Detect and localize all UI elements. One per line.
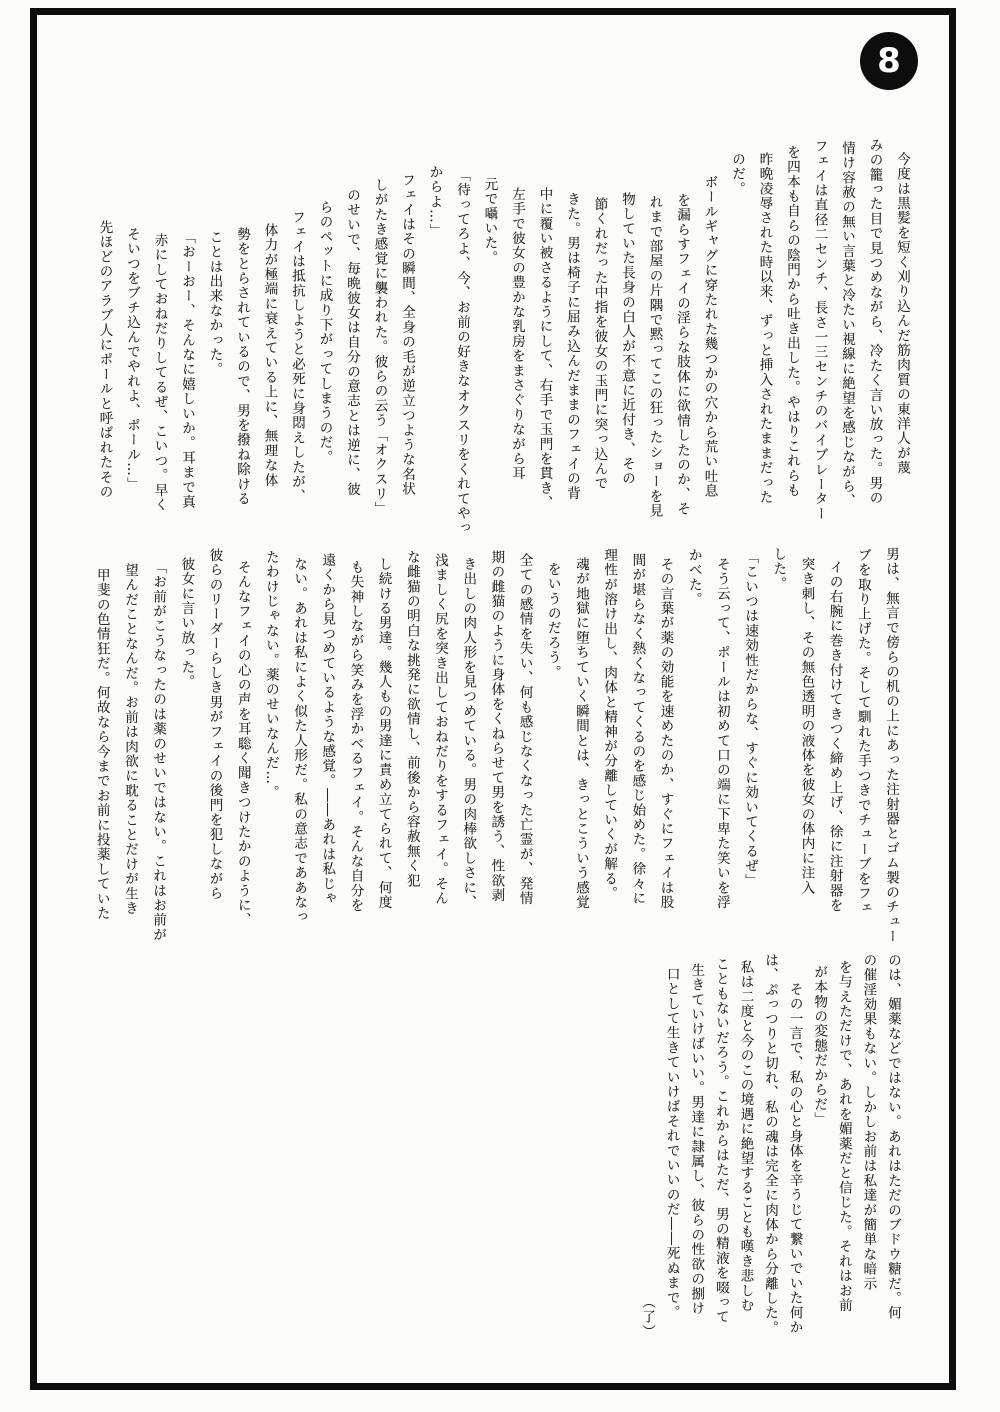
text-column: 望んだことなんだ。お前は肉欲に耽ることだけが生き [121, 563, 138, 916]
text-column: 「お前がこうなったのは薬のせいではない。これはお前が [150, 560, 167, 943]
text-column: ボールギャグに穿たれた幾つかの穴から荒い吐息 [701, 175, 718, 499]
text-column: 甲斐の色情狂だ。何故なら今までお前に投薬していた [93, 568, 110, 921]
text-column: 節くれだった中指を彼女の玉門に突っ込んで [591, 197, 608, 491]
text-column: 勢をとらされているので、男を撥ね除ける [234, 227, 250, 507]
text-column: 「こいつは速効性だからな、すぐに効いてくるぜ」 [742, 550, 759, 889]
text-column: をいうのだろう。 [544, 562, 561, 680]
text-column: 昨晩凌辱された時以来、ずっと挿入されたままだった [756, 152, 773, 505]
text-column: を与えただけで、あれを媚薬だと信じた。それはお前 [835, 960, 852, 1313]
text-column: イの右腕に巻き付けてきつく締め上げ、徐に注射器を [826, 560, 843, 913]
text-column: した。 [770, 547, 787, 592]
text-column: も失神しながら笑みを浮かべるフェイ。そんな自分を [347, 560, 364, 913]
text-column: 元で囁いた。 [481, 177, 498, 266]
text-column: 全ての感情を失い、何も感じなくなった亡霊が、発情 [516, 553, 533, 906]
text-column: しがたき感覚に襲われた。彼らの云う「オクスリ」 [371, 178, 388, 517]
page-number: 8 [877, 41, 901, 81]
text-column: のせいで、毎晩彼女は自分の意志とは逆に、彼 [344, 188, 360, 497]
text-column: らのペットに成り下がってしまうのだ。 [316, 200, 333, 465]
text-column: 彼らのリーダーらしき男がフェイの後門を犯しながら [206, 548, 223, 901]
text-column: その言葉が薬の効能を速めたのか、すぐにフェイは股 [657, 557, 674, 910]
text-block-bottom [632, 945, 903, 1340]
text-column: を漏らすフェイの淫らな肢体に欲情したのか、そ [674, 193, 690, 517]
text-column: からよ…」 [426, 165, 443, 239]
text-column: きた。男は椅子に屈み込んだままのフェイの背 [564, 192, 580, 501]
text-column: そんなフェイの心の声を耳聡く聞きつけたかのように、 [234, 560, 251, 928]
text-column: 浅ましく尻を突き出しておねだりをするフェイ。そん [432, 553, 448, 906]
text-column: が本物の変態だからだ」 [811, 965, 828, 1127]
text-column: 「待ってろよ、今、お前の好きなオクスリをくれてやっ [454, 168, 470, 536]
end-mark: （了） [639, 1295, 656, 1340]
text-column: みの籠った目で見つめながら、冷たく言い放った。男の [866, 138, 883, 506]
text-column: 情け容赦の無い言葉と冷たい視線に絶望を感じながら、 [839, 141, 855, 509]
text-column: フェイは直径二センチ、長さ一三センチのバイブレーター [811, 139, 828, 522]
text-column: そう云って、ポールは初めて口の端に下卑た笑いを浮 [713, 557, 730, 910]
text-column: ことは出来なかった。 [206, 230, 223, 377]
text-column: な雌猫の明白な挑発に欲情し、前後から容赦無く犯 [403, 550, 420, 889]
text-column: は、ぷっつりと切れ、私の魂は完全に肉体から分離した。 [762, 953, 779, 1336]
text-block-middle [83, 543, 901, 943]
text-column: こともないだろう。これからはただ、男の精液を啜って [712, 957, 729, 1325]
page-number-badge [860, 32, 918, 90]
text-column: 中に覆い被さるようにして、右手で玉門を貫き、 [536, 187, 553, 511]
text-column: 間が堪らなく熱くなってくるのを感じ始めた。徐々に [629, 553, 646, 906]
text-column: フェイは抵抗しようと必死に身悶えしたが、 [289, 210, 305, 504]
text-column: 赤にしておねだりしてるぜ、こいつ。早く [151, 233, 168, 513]
text-column: 「おーおー、そんなに嬉しいか。耳まで真 [179, 230, 195, 510]
text-column: 私は二度と今のこの境遇に絶望することも嘆き悲しむ [737, 960, 754, 1313]
text-column: ブを取り上げた。そして馴れた手つきでチューブをフェ [854, 548, 871, 916]
text-column: ない。あれは私によく似た人形だ。私の意志でああなっ [291, 557, 308, 925]
text-column: 魂が地獄に堕ちていく瞬間とは、きっとこういう感覚 [572, 557, 589, 910]
text-column: 彼女に言い放った。 [178, 557, 195, 690]
text-column: たわけじゃない。薬のせいなんだ…。 [262, 550, 279, 800]
text-column: き出しの肉人形を見つめている。男の肉棒欲しさに、 [460, 557, 477, 910]
text-column: 生きていけばいい。男達に隷属し、彼らの性欲の捌け [688, 963, 705, 1316]
text-column: 体力が極端に衰えている上に、無理な体 [261, 223, 278, 488]
text-block-top [87, 133, 912, 536]
text-column: 理性が溶け出し、肉体と精神が分離していくが解る。 [601, 548, 618, 901]
text-column: のは、媚薬などではない。あれはただのブドウ糖だ。何 [885, 953, 901, 1321]
text-column: のだ。 [729, 152, 745, 197]
text-column: 左手で彼女の豊かな乳房をまさぐりながら耳 [509, 187, 525, 481]
text-column: 男は、無言で傍らの机の上にあった注射器とゴム製のチュー [883, 547, 899, 944]
text-column: 遠くから見つめているような感覚。――あれは私じゃ [319, 553, 336, 906]
text-column: の催淫効果もない。しかしお前は私達が簡単な暗示 [860, 953, 877, 1292]
text-column: 今度は黒髪を短く刈り込んだ筋肉質の東洋人が蔑 [894, 152, 910, 476]
text-column: 口として生きていけばそれでいいのだ――死ぬまで。 [663, 967, 680, 1320]
text-column: 期の雌猫のように身体をくねらせて男を誘う、性欲剥 [488, 550, 505, 903]
text-column: かべた。 [685, 548, 702, 607]
text-column: そいつをブチ込んでやれよ、ポール…」 [124, 227, 140, 492]
text-column: フェイはその瞬間、全身の毛が逆立つような名状 [399, 173, 415, 497]
text-column: 突き刺し、その無色透明の液体を彼女の体内に注入 [798, 557, 815, 896]
text-column: れまで部屋の片隅で黙ってこの狂ったショーを見 [646, 195, 663, 519]
text-column: 物していた長身の白人が不意に近付き、その [619, 192, 635, 486]
text-column: 先ほどのアラブ人にポールと呼ばれたその [96, 220, 113, 500]
text-column: を四本も自らの陰門から吐き出した。やはりこれらも [784, 145, 800, 498]
text-column: し続ける男達。幾人もの男達に責め立てられて、何度 [375, 557, 392, 910]
text-column: その一言で、私の心と身体を辛うじて繋いでいた何か [786, 982, 803, 1335]
